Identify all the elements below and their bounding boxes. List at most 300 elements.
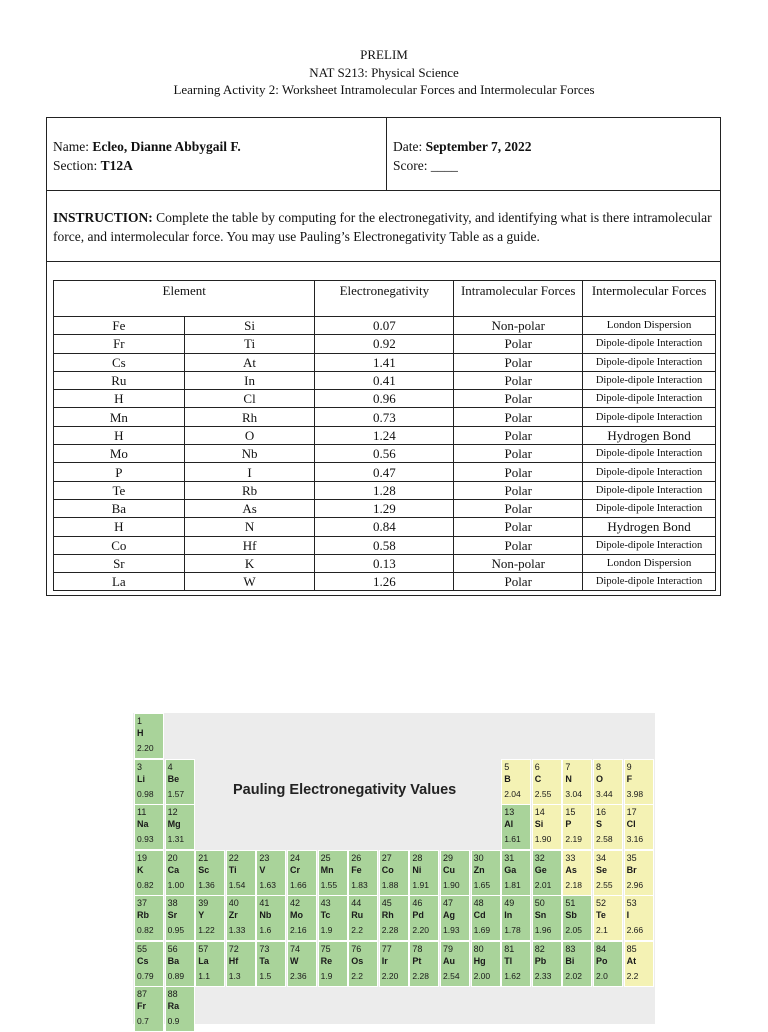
element-a: Mo [54,445,185,463]
element-a: Fe [54,317,185,335]
electronegativity: 2.02 [565,970,582,981]
atomic-number: 88 [167,989,178,999]
electronegativity: 0.7 [137,1016,149,1026]
electronegativity: 2.36 [290,970,307,981]
element-symbol: Zr [228,910,238,920]
element-cell-cu [440,850,470,896]
element-symbol: Re [320,955,333,966]
intermolecular-value: Dipole-dipole Interaction [583,463,716,481]
intermolecular-value: London Dispersion [583,317,716,335]
atomic-number: 12 [167,807,178,817]
intramolecular-value: Polar [454,426,583,444]
electronegativity: 1.31 [167,834,185,844]
atomic-number: 21 [198,852,209,863]
intramolecular-value: Polar [454,408,583,426]
electronegativity: 1.83 [351,879,368,890]
atomic-number: 14 [534,807,545,817]
element-symbol: Ti [228,864,237,875]
electronegativity-value: 1.24 [315,426,454,444]
atomic-number: 24 [290,852,301,863]
section-value: T12A [100,158,133,173]
element-symbol: Be [167,773,180,784]
element-cell-hg [471,941,501,987]
atomic-number: 6 [534,761,540,772]
score-value: ____ [430,158,458,173]
atomic-number: 46 [412,898,423,908]
element-cell-tc [318,895,348,941]
element-symbol: Cr [290,864,301,875]
electronegativity: 3.44 [596,788,613,799]
atomic-number: 78 [412,943,423,954]
worksheet-rows [54,317,716,591]
atomic-number: 38 [167,898,178,908]
atomic-number: 16 [596,807,607,817]
electronegativity: 3.16 [626,834,644,844]
electronegativity: 1.1 [198,970,211,981]
electronegativity: 1.61 [504,834,521,844]
atomic-number: 49 [504,898,515,908]
electronegativity: 1.65 [473,879,491,890]
atomic-number: 34 [596,852,607,863]
instruction-text [53,208,715,246]
atomic-number: 77 [381,943,392,954]
electronegativity: 1.69 [473,925,491,935]
element-b: W [184,573,315,591]
atomic-number: 1 [137,716,143,726]
electronegativity: 2.54 [443,970,460,981]
electronegativity: 1.63 [259,879,276,890]
electronegativity: 2.05 [565,925,582,935]
element-symbol: Ga [504,864,517,875]
electronegativity: 1.96 [534,925,552,935]
element-cell-bi [562,941,592,987]
element-cell-b [501,759,531,805]
electronegativity-value: 0.58 [315,536,454,554]
header-activity: Learning Activity 2: Worksheet Intramolecular Forces and Intermolecular Forces [173,82,595,97]
electronegativity: 1.90 [534,834,552,844]
section-label: Section: [53,158,98,173]
element-symbol: As [565,864,577,875]
date-score-info [393,137,532,175]
date-label: Date: [393,139,423,154]
element-cell-rh [379,895,409,941]
electronegativity: 1.88 [381,879,399,890]
electronegativity: 2.0 [596,970,608,981]
electronegativity: 0.79 [137,970,154,981]
element-symbol: Mn [320,864,334,875]
date-value: September 7, 2022 [425,139,532,154]
element-cell-ra [165,986,195,1032]
instruction-body: Complete the table by computing for the electronegativity, and identifying what is there intramolecular force, and intermolecular force. You may use Pauling’s Electronegativity Table as a guide. [53,210,712,244]
header-electronegativity: Electronegativity [315,281,454,317]
element-cell-ge [532,850,562,896]
electronegativity: 2.66 [626,925,644,935]
element-symbol: Ta [259,955,270,966]
element-cell-ni [409,850,439,896]
atomic-number: 37 [137,898,148,908]
divider [47,190,720,191]
element-cell-os [348,941,378,987]
student-info-box [46,117,721,262]
electronegativity: 2.2 [351,970,364,981]
atomic-number: 85 [626,943,637,954]
electronegativity: 1.57 [167,788,185,799]
electronegativity: 1.3 [228,970,241,981]
header-element: Element [54,281,315,317]
atomic-number: 57 [198,943,209,954]
electronegativity: 2.55 [596,879,613,890]
electronegativity-value: 1.28 [315,481,454,499]
element-cell-k [134,850,164,896]
element-symbol: At [626,955,637,966]
element-symbol: Pt [412,955,422,966]
element-cell-tl [501,941,531,987]
element-cell-li [134,759,164,805]
electronegativity: 3.04 [565,788,582,799]
instruction-label: INSTRUCTION: [53,210,153,225]
atomic-number: 5 [504,761,510,772]
element-symbol: Si [534,819,544,829]
element-cell-mo [287,895,317,941]
table-row [54,335,716,353]
element-cell-p [562,804,592,850]
electronegativity: 2.28 [412,970,429,981]
electronegativity: 2.96 [626,879,644,890]
element-cell-v [256,850,286,896]
element-b: O [184,426,315,444]
header-intramolecular: Intramolecular Forces [454,281,583,317]
intramolecular-value: Polar [454,481,583,499]
element-b: I [184,463,315,481]
atomic-number: 45 [381,898,392,908]
electronegativity: 2.20 [412,925,429,935]
element-symbol: S [596,819,603,829]
atomic-number: 51 [565,898,576,908]
element-cell-h [134,713,164,759]
element-symbol: Cl [626,819,636,829]
electronegativity: 0.89 [167,970,185,981]
element-cell-cr [287,850,317,896]
element-symbol: Sn [534,910,547,920]
header-intermolecular: Intermolecular Forces [583,281,716,317]
element-symbol: Sc [198,864,210,875]
table-row [54,317,716,335]
element-cell-ag [440,895,470,941]
atomic-number: 29 [443,852,454,863]
electronegativity: 1.5 [259,970,272,981]
atomic-number: 20 [167,852,178,863]
header-prelim: PRELIM [360,47,408,62]
intermolecular-value: Dipole-dipole Interaction [583,481,716,499]
element-b: As [184,499,315,517]
element-cell-mg [165,804,195,850]
table-row [54,554,716,572]
table-row [54,408,716,426]
element-symbol: Fe [351,864,362,875]
name-label: Name: [53,139,89,154]
atomic-number: 74 [290,943,301,954]
table-row [54,445,716,463]
element-symbol: Ag [443,910,455,920]
element-symbol: C [534,773,542,784]
atomic-number: 79 [443,943,454,954]
element-symbol: I [626,910,630,920]
table-row [54,426,716,444]
atomic-number: 15 [565,807,576,817]
element-symbol: Ca [167,864,180,875]
element-cell-zr [226,895,256,941]
element-symbol: Se [596,864,608,875]
element-a: Fr [54,335,185,353]
atomic-number: 41 [259,898,270,908]
score-label: Score: [393,158,428,173]
element-b: N [184,518,315,536]
element-cell-c [532,759,562,805]
element-cell-cd [471,895,501,941]
electronegativity: 2.20 [137,743,154,753]
element-cell-fe [348,850,378,896]
name-value: Ecleo, Dianne Abbygail F. [92,139,241,154]
element-cell-sb [562,895,592,941]
atomic-number: 76 [351,943,362,954]
electronegativity: 1.6 [259,925,272,935]
electronegativity: 1.22 [198,925,215,935]
student-info [53,137,241,175]
intermolecular-value: Dipole-dipole Interaction [583,499,716,517]
element-cell-f [624,759,654,805]
intramolecular-value: Polar [454,573,583,591]
intermolecular-value: Dipole-dipole Interaction [583,335,716,353]
electronegativity-value: 1.29 [315,499,454,517]
intramolecular-value: Polar [454,445,583,463]
atomic-number: 43 [320,898,331,908]
intramolecular-value: Polar [454,335,583,353]
element-symbol: Rh [381,910,394,920]
element-cell-ga [501,850,531,896]
electronegativity: 1.9 [320,925,333,935]
element-symbol: F [626,773,633,784]
atomic-number: 32 [534,852,545,863]
element-a: H [54,518,185,536]
element-a: Sr [54,554,185,572]
atomic-number: 9 [626,761,632,772]
element-symbol: Al [504,819,514,829]
header-course: NAT S213: Physical Science [309,64,459,80]
divider [386,118,387,190]
electronegativity-value: 0.41 [315,371,454,389]
electronegativity: 2.00 [473,970,491,981]
intramolecular-value: Polar [454,536,583,554]
intramolecular-value: Polar [454,390,583,408]
element-symbol: Sb [565,910,577,920]
electronegativity-value: 0.07 [315,317,454,335]
element-b: Nb [184,445,315,463]
element-cell-at [624,941,654,987]
electronegativity: 0.93 [137,834,154,844]
atomic-number: 8 [596,761,602,772]
element-symbol: Ru [351,910,364,920]
element-cell-ru [348,895,378,941]
element-a: Cs [54,353,185,371]
electronegativity-value: 0.56 [315,445,454,463]
atomic-number: 40 [228,898,239,908]
intermolecular-value: Dipole-dipole Interaction [583,536,716,554]
element-a: H [54,426,185,444]
element-symbol: Au [443,955,455,966]
table-row [54,536,716,554]
element-symbol: Te [596,910,606,920]
element-cell-si [532,804,562,850]
atomic-number: 13 [504,807,515,817]
element-cell-br [624,850,654,896]
atomic-number: 87 [137,989,148,999]
element-symbol: In [504,910,513,920]
element-symbol: O [596,773,604,784]
element-cell-al [501,804,531,850]
element-b: K [184,554,315,572]
element-cell-y [195,895,225,941]
atomic-number: 7 [565,761,571,772]
electronegativity-value: 0.84 [315,518,454,536]
intramolecular-value: Non-polar [454,317,583,335]
element-symbol: Cs [137,955,149,966]
element-a: Mn [54,408,185,426]
atomic-number: 30 [473,852,484,863]
intermolecular-value: London Dispersion [583,554,716,572]
electronegativity: 0.98 [137,788,154,799]
electronegativity: 0.95 [167,925,185,935]
electronegativity: 1.78 [504,925,521,935]
electronegativity: 0.82 [137,925,154,935]
element-symbol: Mo [290,910,303,920]
atomic-number: 48 [473,898,484,908]
atomic-number: 50 [534,898,545,908]
atomic-number: 4 [167,761,173,772]
atomic-number: 27 [381,852,392,863]
element-cell-nb [256,895,286,941]
element-b: Rb [184,481,315,499]
table-row [54,390,716,408]
periodic-table-title: Pauling Electronegativity Values [233,782,457,798]
intermolecular-value: Dipole-dipole Interaction [583,353,716,371]
element-cell-ir [379,941,409,987]
atomic-number: 56 [167,943,178,954]
intramolecular-value: Polar [454,353,583,371]
element-cell-cs [134,941,164,987]
atomic-number: 80 [473,943,484,954]
element-symbol: H [137,728,144,738]
electronegativity: 1.33 [228,925,246,935]
element-cell-na [134,804,164,850]
electronegativity: 2.01 [534,879,552,890]
element-a: P [54,463,185,481]
atomic-number: 17 [626,807,637,817]
atomic-number: 31 [504,852,515,863]
electronegativity: 1.9 [320,970,333,981]
atomic-number: 3 [137,761,143,772]
atomic-number: 23 [259,852,270,863]
element-symbol: Nb [259,910,272,920]
element-symbol: B [504,773,511,784]
element-cell-ti [226,850,256,896]
table-row [54,353,716,371]
element-symbol: Os [351,955,364,966]
electronegativity: 1.55 [320,879,338,890]
element-cell-mn [318,850,348,896]
electronegativity: 1.81 [504,879,521,890]
element-symbol: Tc [320,910,331,920]
electronegativity: 1.62 [504,970,521,981]
atomic-number: 19 [137,852,148,863]
element-cell-sn [532,895,562,941]
element-b: Ti [184,335,315,353]
periodic-table-image [133,713,655,1024]
atomic-number: 44 [351,898,362,908]
element-symbol: W [290,955,299,966]
intermolecular-value: Hydrogen Bond [583,518,716,536]
element-symbol: K [137,864,144,875]
element-cell-hf [226,941,256,987]
worksheet-table [53,280,716,591]
table-row [54,518,716,536]
table-row [54,573,716,591]
electronegativity: 1.54 [228,879,246,890]
atomic-number: 81 [504,943,515,954]
element-cell-as [562,850,592,896]
element-cell-ta [256,941,286,987]
electronegativity-value: 1.26 [315,573,454,591]
element-cell-sc [195,850,225,896]
electronegativity: 1.36 [198,879,215,890]
element-symbol: La [198,955,209,966]
table-row [54,499,716,517]
intermolecular-value: Hydrogen Bond [583,426,716,444]
atomic-number: 11 [137,807,147,817]
atomic-number: 82 [534,943,545,954]
element-cell-re [318,941,348,987]
element-symbol: Sr [167,910,178,920]
electronegativity: 2.2 [626,970,639,981]
intermolecular-value: Dipole-dipole Interaction [583,390,716,408]
electronegativity-value: 0.13 [315,554,454,572]
element-cell-s [593,804,623,850]
element-symbol: Po [596,955,608,966]
element-cell-co [379,850,409,896]
atomic-number: 39 [198,898,209,908]
element-symbol: Br [626,864,637,875]
element-cell-i [624,895,654,941]
atomic-number: 55 [137,943,148,954]
atomic-number: 22 [228,852,239,863]
element-symbol: P [565,819,572,829]
element-cell-te [593,895,623,941]
element-b: Rh [184,408,315,426]
element-b: Hf [184,536,315,554]
element-symbol: Tl [504,955,513,966]
element-cell-rb [134,895,164,941]
atomic-number: 83 [565,943,576,954]
element-cell-ca [165,850,195,896]
atomic-number: 47 [443,898,454,908]
element-symbol: Hg [473,955,486,966]
element-symbol: Fr [137,1001,146,1011]
element-symbol: Bi [565,955,575,966]
electronegativity: 2.58 [596,834,613,844]
element-b: In [184,371,315,389]
intermolecular-value: Dipole-dipole Interaction [583,408,716,426]
element-symbol: Cu [443,864,455,875]
atomic-number: 35 [626,852,637,863]
